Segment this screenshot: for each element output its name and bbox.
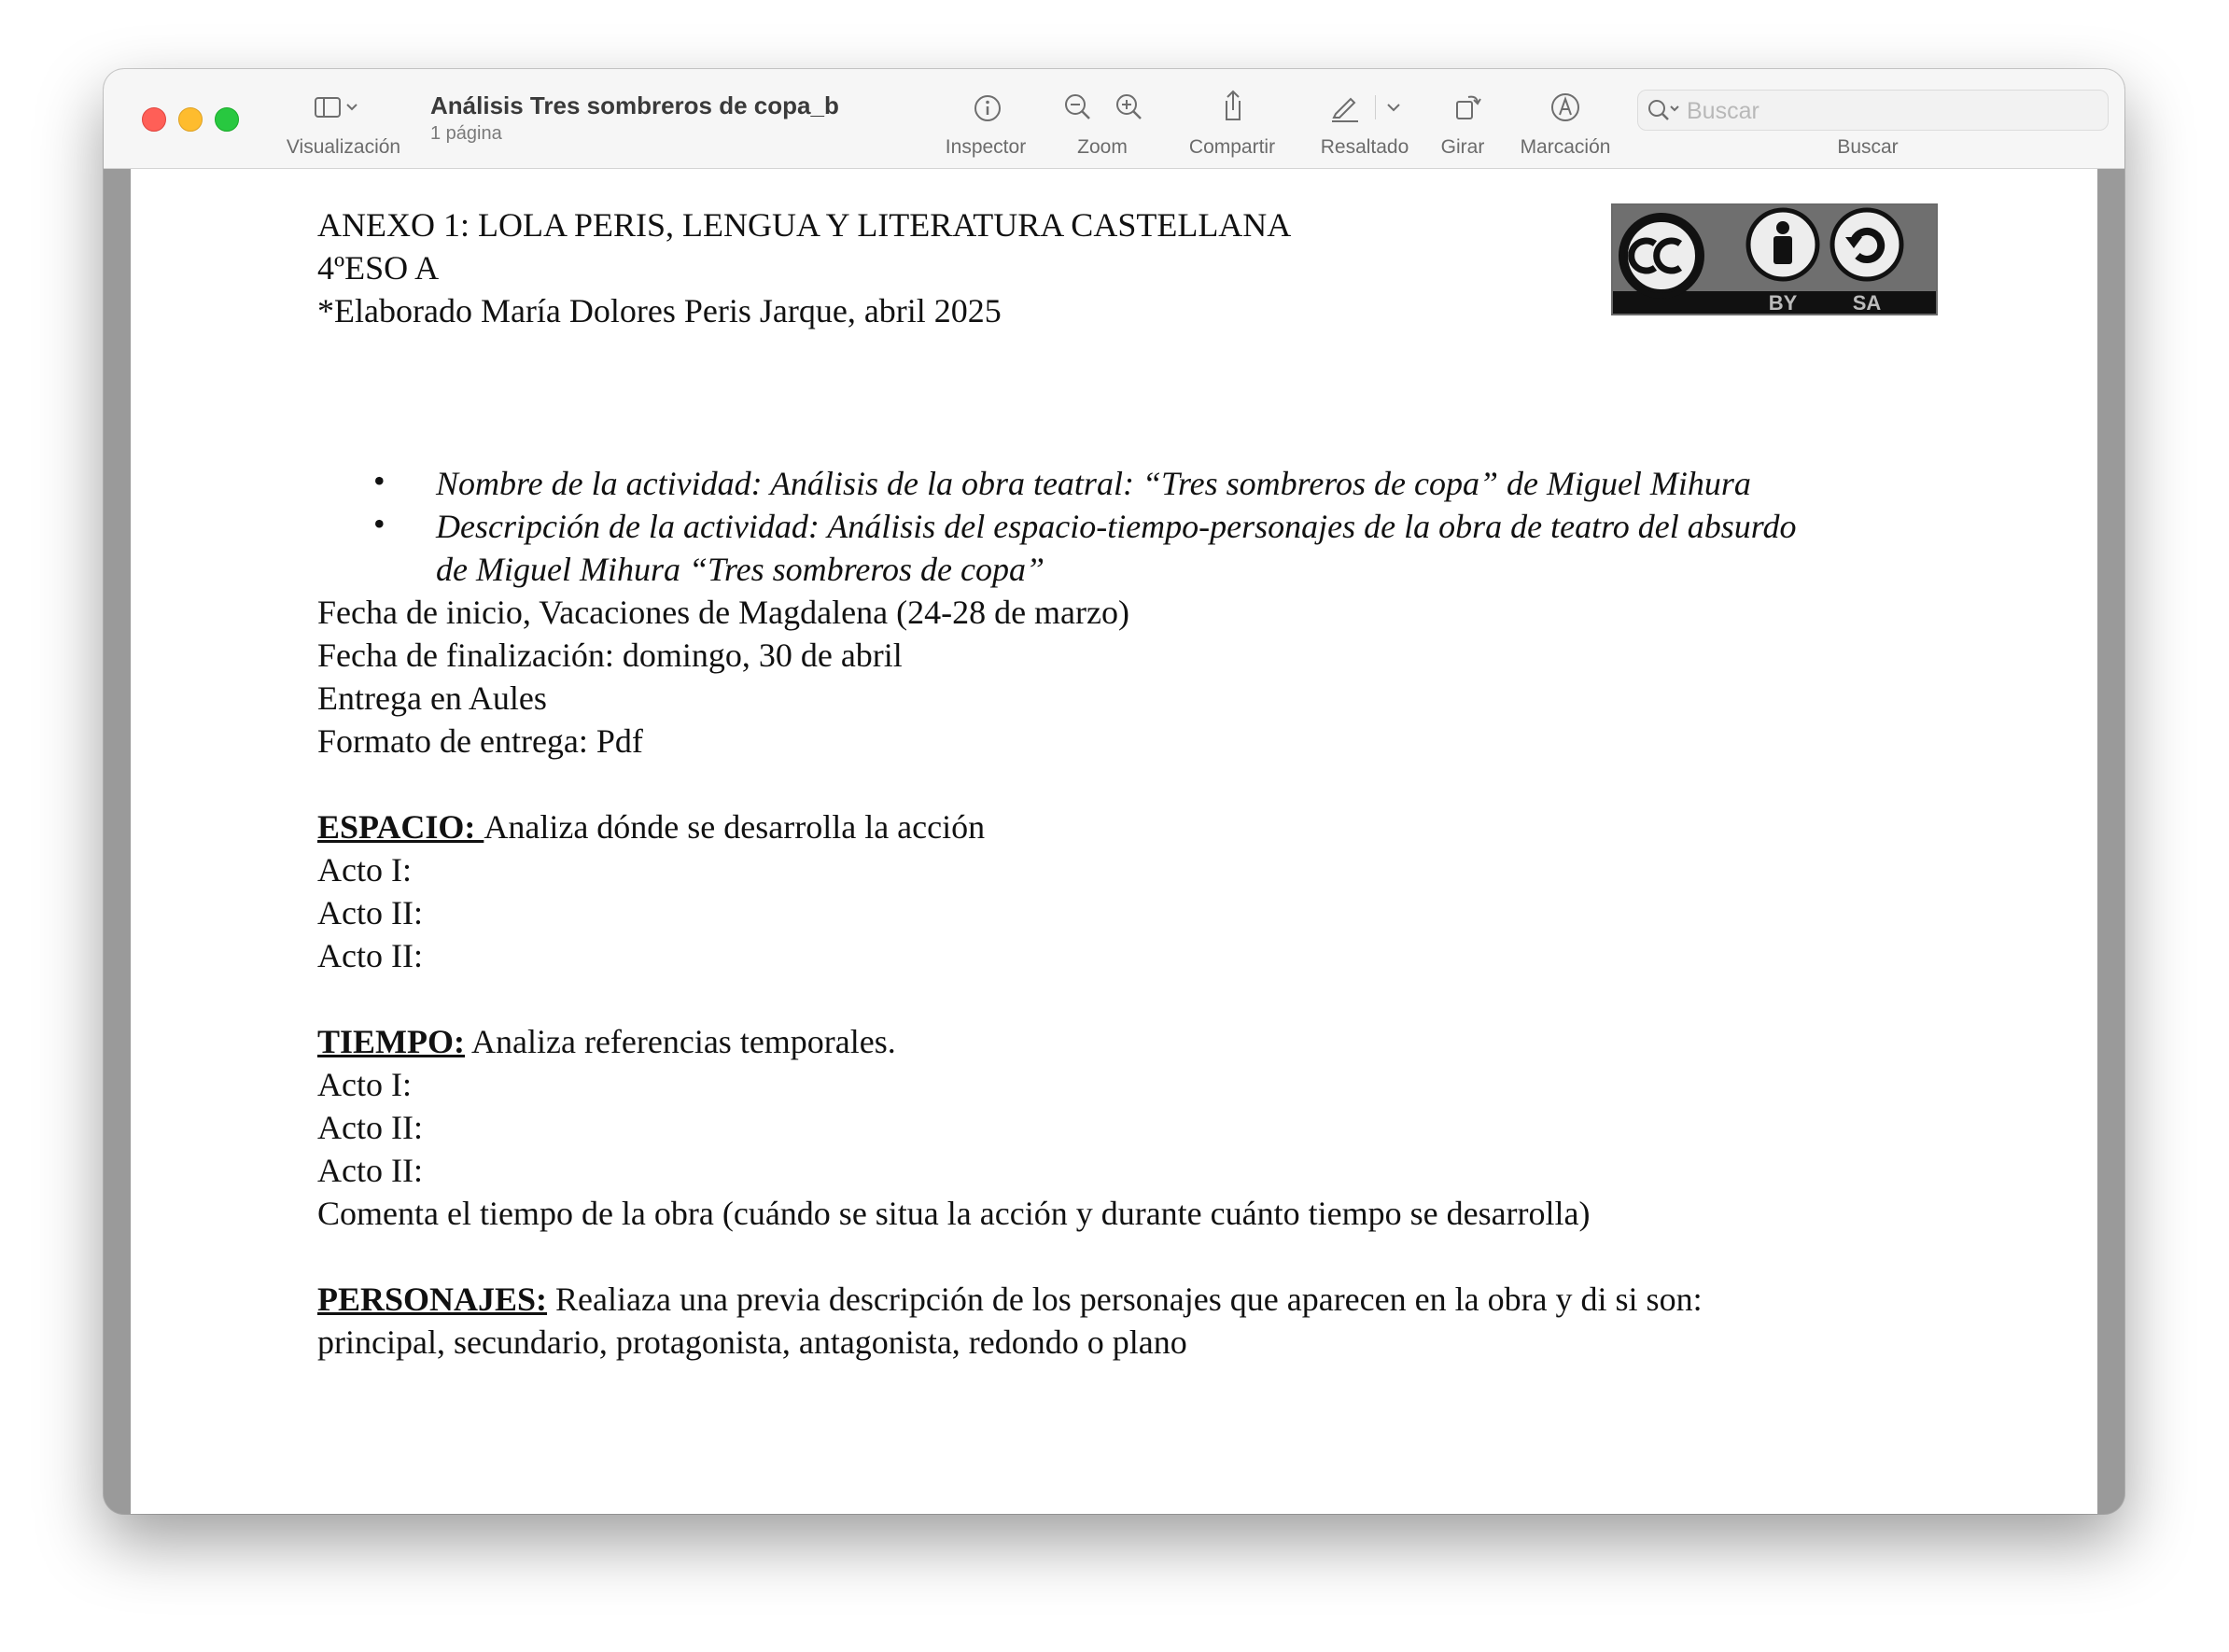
markup-button[interactable] — [1549, 91, 1582, 124]
view-label: Visualización — [286, 136, 401, 158]
view-menu-button[interactable] — [314, 93, 360, 121]
espacio-act-1: Acto I: — [317, 851, 412, 889]
bullet-2-marker: • — [373, 505, 386, 542]
cc-license-icon — [1613, 205, 1936, 314]
activity-description-line-2: de Miguel Mihura “Tres sombreros de copa” — [436, 551, 1044, 588]
close-window-button[interactable] — [142, 107, 166, 132]
search-label: Buscar — [1837, 136, 1899, 158]
chevron-down-icon — [1383, 97, 1404, 118]
fullscreen-window-button[interactable] — [215, 107, 239, 132]
page-count: 1 página — [430, 123, 502, 144]
highlight-options-button[interactable] — [1383, 97, 1404, 118]
header-line-1: ANEXO 1: LOLA PERIS, LENGUA Y LITERATURA CASTELLANA — [317, 206, 1292, 244]
activity-description-line-1: Descripción de la actividad: Análisis del espacio-tiempo-personajes de la obra de teatro del absurdo — [436, 508, 1797, 545]
highlighter-icon — [1328, 91, 1362, 123]
zoom-out-icon — [1062, 91, 1094, 123]
start-date: Fecha de inicio, Vacaciones de Magdalena (24-28 de marzo) — [317, 594, 1129, 631]
search-placeholder: Buscar — [1687, 98, 1759, 124]
minimize-window-button[interactable] — [178, 107, 203, 132]
search-input[interactable] — [1637, 90, 2109, 131]
cc-license-badge — [1611, 203, 1938, 315]
rotate-icon — [1451, 90, 1485, 123]
tiempo-act-1: Acto I: — [317, 1066, 412, 1103]
markup-label: Marcación — [1520, 136, 1611, 158]
header-line-3: *Elaborado María Dolores Peris Jarque, abril 2025 — [317, 292, 1002, 329]
tiempo-act-2: Acto II: — [317, 1109, 423, 1146]
personajes-section — [317, 1278, 1703, 1321]
espacio-act-2: Acto II: — [317, 894, 423, 931]
delivery-format: Formato de entrega: Pdf — [317, 722, 643, 760]
tiempo-act-3: Acto II: — [317, 1152, 423, 1189]
espacio-act-3: Acto II: — [317, 937, 423, 974]
end-date: Fecha de finalización: domingo, 30 de abril — [317, 637, 903, 674]
document-viewport[interactable] — [104, 169, 2124, 1514]
bullet-1-marker: • — [373, 462, 386, 499]
inspector-label: Inspector — [945, 136, 1027, 158]
personajes-heading: PERSONAJES: — [317, 1281, 548, 1318]
highlight-divider — [1375, 95, 1376, 119]
inspector-button[interactable] — [972, 92, 1003, 124]
zoom-label: Zoom — [1077, 136, 1128, 158]
license-by-text: BY — [1768, 291, 1798, 314]
preview-window — [104, 69, 2124, 1514]
license-sa-text: SA — [1852, 291, 1882, 314]
personajes-text: Realiaza una previa descripción de los personajes que aparecen en la obra y di si son: — [547, 1281, 1703, 1318]
share-icon — [1216, 88, 1248, 123]
highlight-label: Resaltado — [1320, 136, 1409, 158]
tiempo-comment: Comenta el tiempo de la obra (cuándo se situa la acción y durante cuánto tiempo se desarrolla) — [317, 1195, 1591, 1232]
tiempo-heading: TIEMPO: — [317, 1023, 465, 1060]
toolbar — [104, 69, 2124, 169]
document-page — [131, 169, 2097, 1514]
document-title: Análisis Tres sombreros de copa_b — [430, 91, 839, 119]
tiempo-section — [317, 1020, 896, 1063]
zoom-out-button[interactable] — [1062, 91, 1094, 123]
personajes-line-2: principal, secundario, protagonista, antagonista, redondo o plano — [317, 1323, 1187, 1361]
espacio-section — [317, 805, 985, 848]
share-button[interactable] — [1216, 88, 1248, 123]
delivery-platform: Entrega en Aules — [317, 679, 547, 717]
info-icon — [972, 92, 1003, 124]
search-icon — [1646, 96, 1683, 124]
zoom-in-icon — [1114, 91, 1145, 123]
rotate-label: Girar — [1440, 136, 1485, 158]
share-label: Compartir — [1188, 136, 1276, 158]
rotate-button[interactable] — [1451, 90, 1485, 123]
activity-name: Nombre de la actividad: Análisis de la obra teatral: “Tres sombreros de copa” de Miguel Mihura — [436, 465, 1751, 502]
markup-icon — [1549, 91, 1582, 124]
highlight-button[interactable] — [1328, 91, 1362, 123]
zoom-in-button[interactable] — [1114, 91, 1145, 123]
espacio-text: Analiza dónde se desarrolla la acción — [484, 808, 986, 846]
espacio-heading: ESPACIO: — [317, 808, 484, 846]
tiempo-text: Analiza referencias temporales. — [465, 1023, 896, 1060]
header-line-2: 4ºESO A — [317, 249, 440, 287]
sidebar-icon — [314, 93, 360, 121]
